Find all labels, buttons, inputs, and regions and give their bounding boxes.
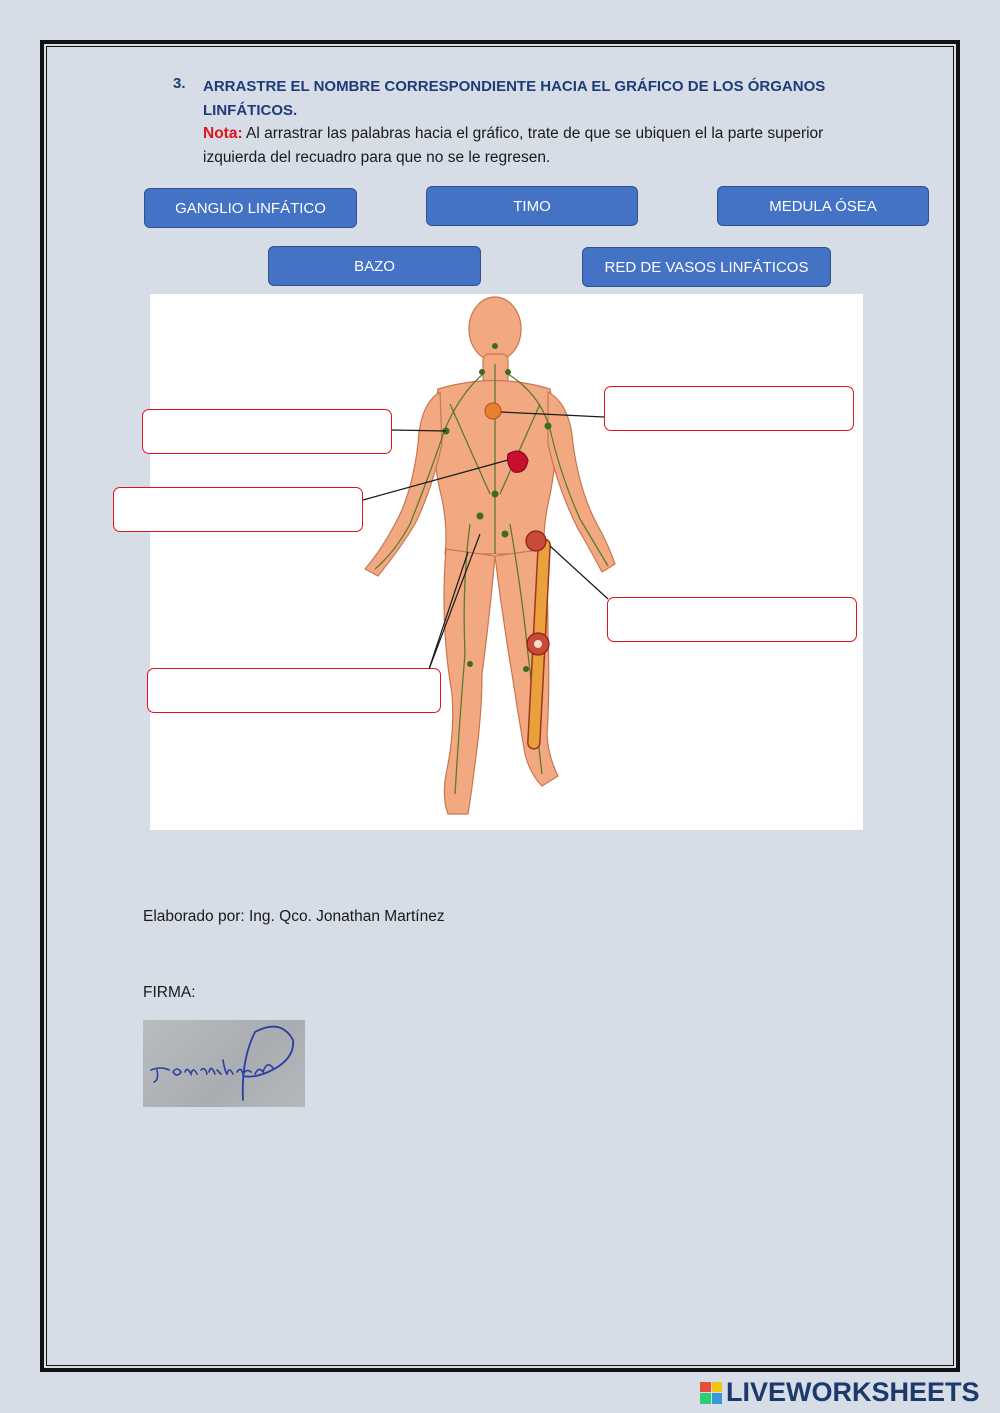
drop-zone-1[interactable] [142,409,392,454]
liveworksheets-brand [700,1377,980,1408]
brand-name: LIVEWORKSHEETS [726,1377,980,1407]
question-title: ARRASTRE EL NOMBRE CORRESPONDIENTE HACIA EL GRÁFICO DE LOS ÓRGANOS LINFÁTICOS. [203,78,826,119]
author-line: Elaborado por: Ing. Qco. Jonathan Martínez [143,908,445,925]
note-label: Nota: [203,125,243,142]
question-number: 3. [173,75,186,92]
question-note [203,122,843,170]
firma-label: FIRMA: [143,984,196,1001]
drop-zone-2[interactable] [604,386,854,431]
signature-image [143,1020,305,1107]
option-timo[interactable]: TIMO [426,186,638,226]
lymphatic-body-icon [150,294,863,830]
drop-zone-3[interactable] [113,487,363,532]
note-text: Al arrastrar las palabras hacia el gráfico, trate de que se ubiquen el la parte superior izquierda del recuadro para que no se le regresen. [203,125,824,166]
option-medula-osea[interactable]: MEDULA ÓSEA [717,186,929,226]
option-bazo[interactable]: BAZO [268,246,481,286]
signature-icon [143,1020,305,1107]
option-red-de-vasos-linfaticos[interactable]: RED DE VASOS LINFÁTICOS [582,247,831,287]
drop-zone-5[interactable] [147,668,441,713]
liveworksheets-logo-icon [700,1382,722,1404]
lymphatic-figure [150,294,863,830]
drop-zone-4[interactable] [607,597,857,642]
option-ganglio-linfatico[interactable]: GANGLIO LINFÁTICO [144,188,357,228]
